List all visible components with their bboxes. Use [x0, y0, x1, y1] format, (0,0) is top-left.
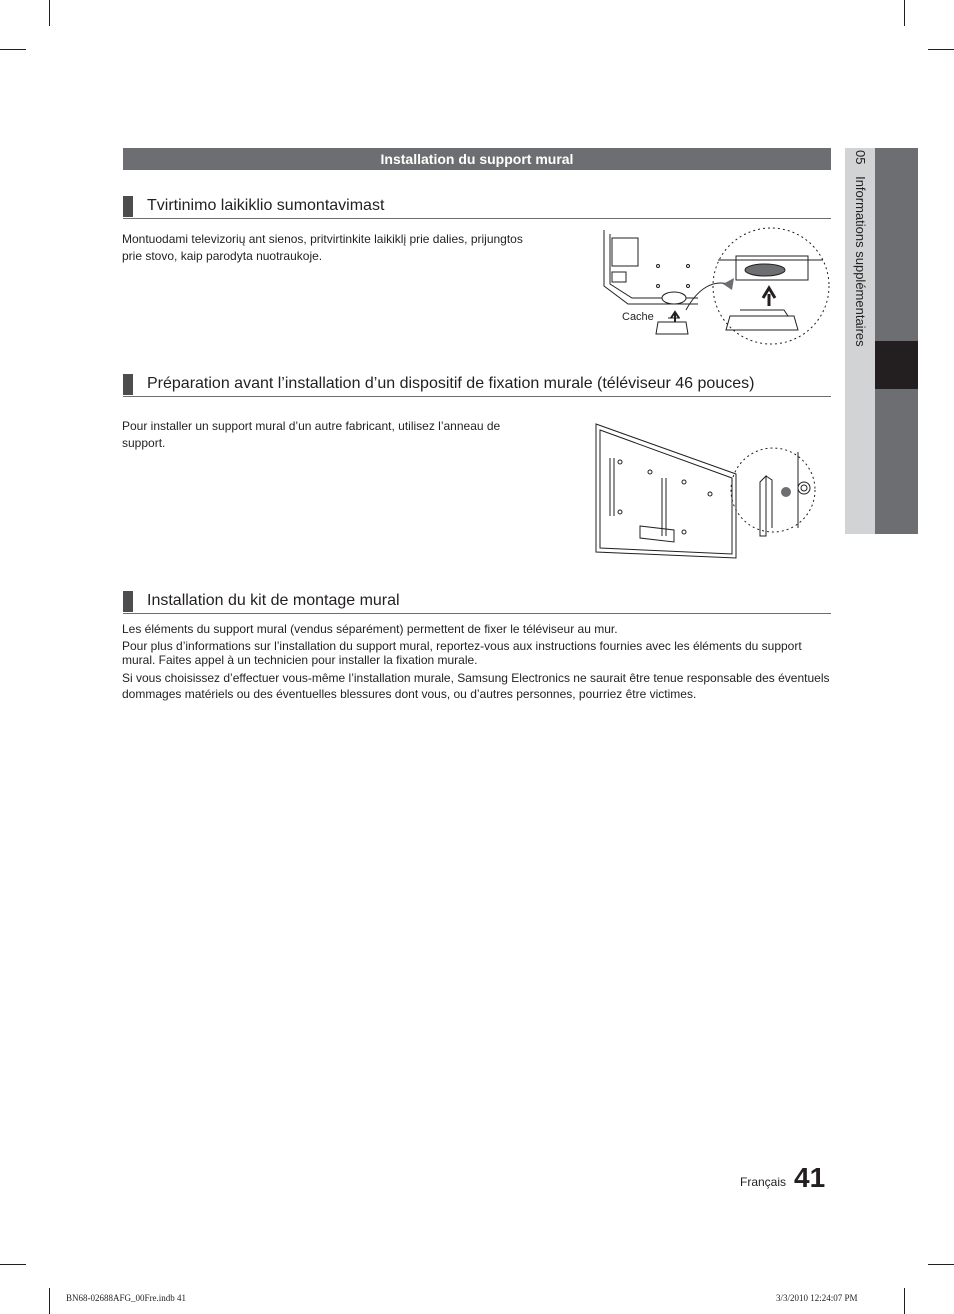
- crop-mark: [49, 1288, 50, 1314]
- print-timestamp: 3/3/2010 12:24:07 PM: [776, 1293, 858, 1303]
- wall-mount-figure: [590, 418, 830, 563]
- section-text: [122, 621, 832, 703]
- heading-bar: [123, 591, 133, 612]
- text-line: dommages matériels ou des éventuelles blessures dont vous, ou d’autres personnes, pourriez être victimes.: [122, 687, 697, 701]
- crop-mark: [928, 49, 954, 50]
- heading-bar: [123, 374, 133, 395]
- text-line: Montuodami televizorių ant sienos, pritvirtinkite laikiklį prie dalies, prijungtos: [122, 232, 523, 246]
- chapter-tab-label: [853, 150, 868, 355]
- section-title: Préparation avant l’installation d’un dispositif de fixation murale (téléviseur 46 pouces): [147, 375, 755, 392]
- page-banner: Installation du support mural: [123, 148, 831, 170]
- section-heading: [123, 591, 831, 614]
- crop-mark: [904, 0, 905, 26]
- crop-mark: [0, 1264, 26, 1265]
- section-text: [122, 231, 552, 264]
- section-heading: [123, 196, 831, 219]
- bracket-figure: [598, 226, 833, 348]
- page-number: 41: [794, 1162, 826, 1193]
- crop-mark: [0, 49, 26, 50]
- section-heading: [123, 374, 831, 397]
- text-line: prie stovo, kaip parodyta nuotraukoje.: [122, 248, 323, 263]
- crop-mark: [49, 0, 50, 26]
- heading-bar: [123, 196, 133, 217]
- print-file-info: BN68-02688AFG_00Fre.indb 41: [66, 1293, 187, 1303]
- text-line: support.: [122, 435, 166, 450]
- section-title: Tvirtinimo laikiklio sumontavimast: [147, 197, 385, 214]
- text-line: Pour installer un support mural d’un autre fabricant, utilisez l’anneau de: [122, 419, 501, 433]
- chapter-tab-marker: [875, 341, 918, 389]
- chapter-number: 05: [853, 150, 868, 165]
- figure-label-cache: Cache: [622, 311, 654, 323]
- text-line: Si vous choisissez d’effectuer vous-même l’installation murale, Samsung Electronics ne saurait être tenue responsable des éventuels: [122, 670, 830, 685]
- text-line: Pour plus d’informations sur l’installation du support mural, reportez-vous aux instructions fournies avec les éléments du support: [122, 638, 802, 653]
- text-line: Les éléments du support mural (vendus séparément) permettent de fixer le téléviseur au mur.: [122, 622, 618, 636]
- crop-mark: [904, 1288, 905, 1314]
- page-language: Français: [740, 1175, 787, 1189]
- section-title: Installation du kit de montage mural: [147, 592, 400, 609]
- text-line: mural. Faites appel à un technicien pour installer la fixation murale.: [122, 652, 478, 667]
- crop-mark: [928, 1264, 954, 1265]
- chapter-title: Informations supplémentaires: [853, 176, 868, 347]
- section-text: [122, 418, 542, 451]
